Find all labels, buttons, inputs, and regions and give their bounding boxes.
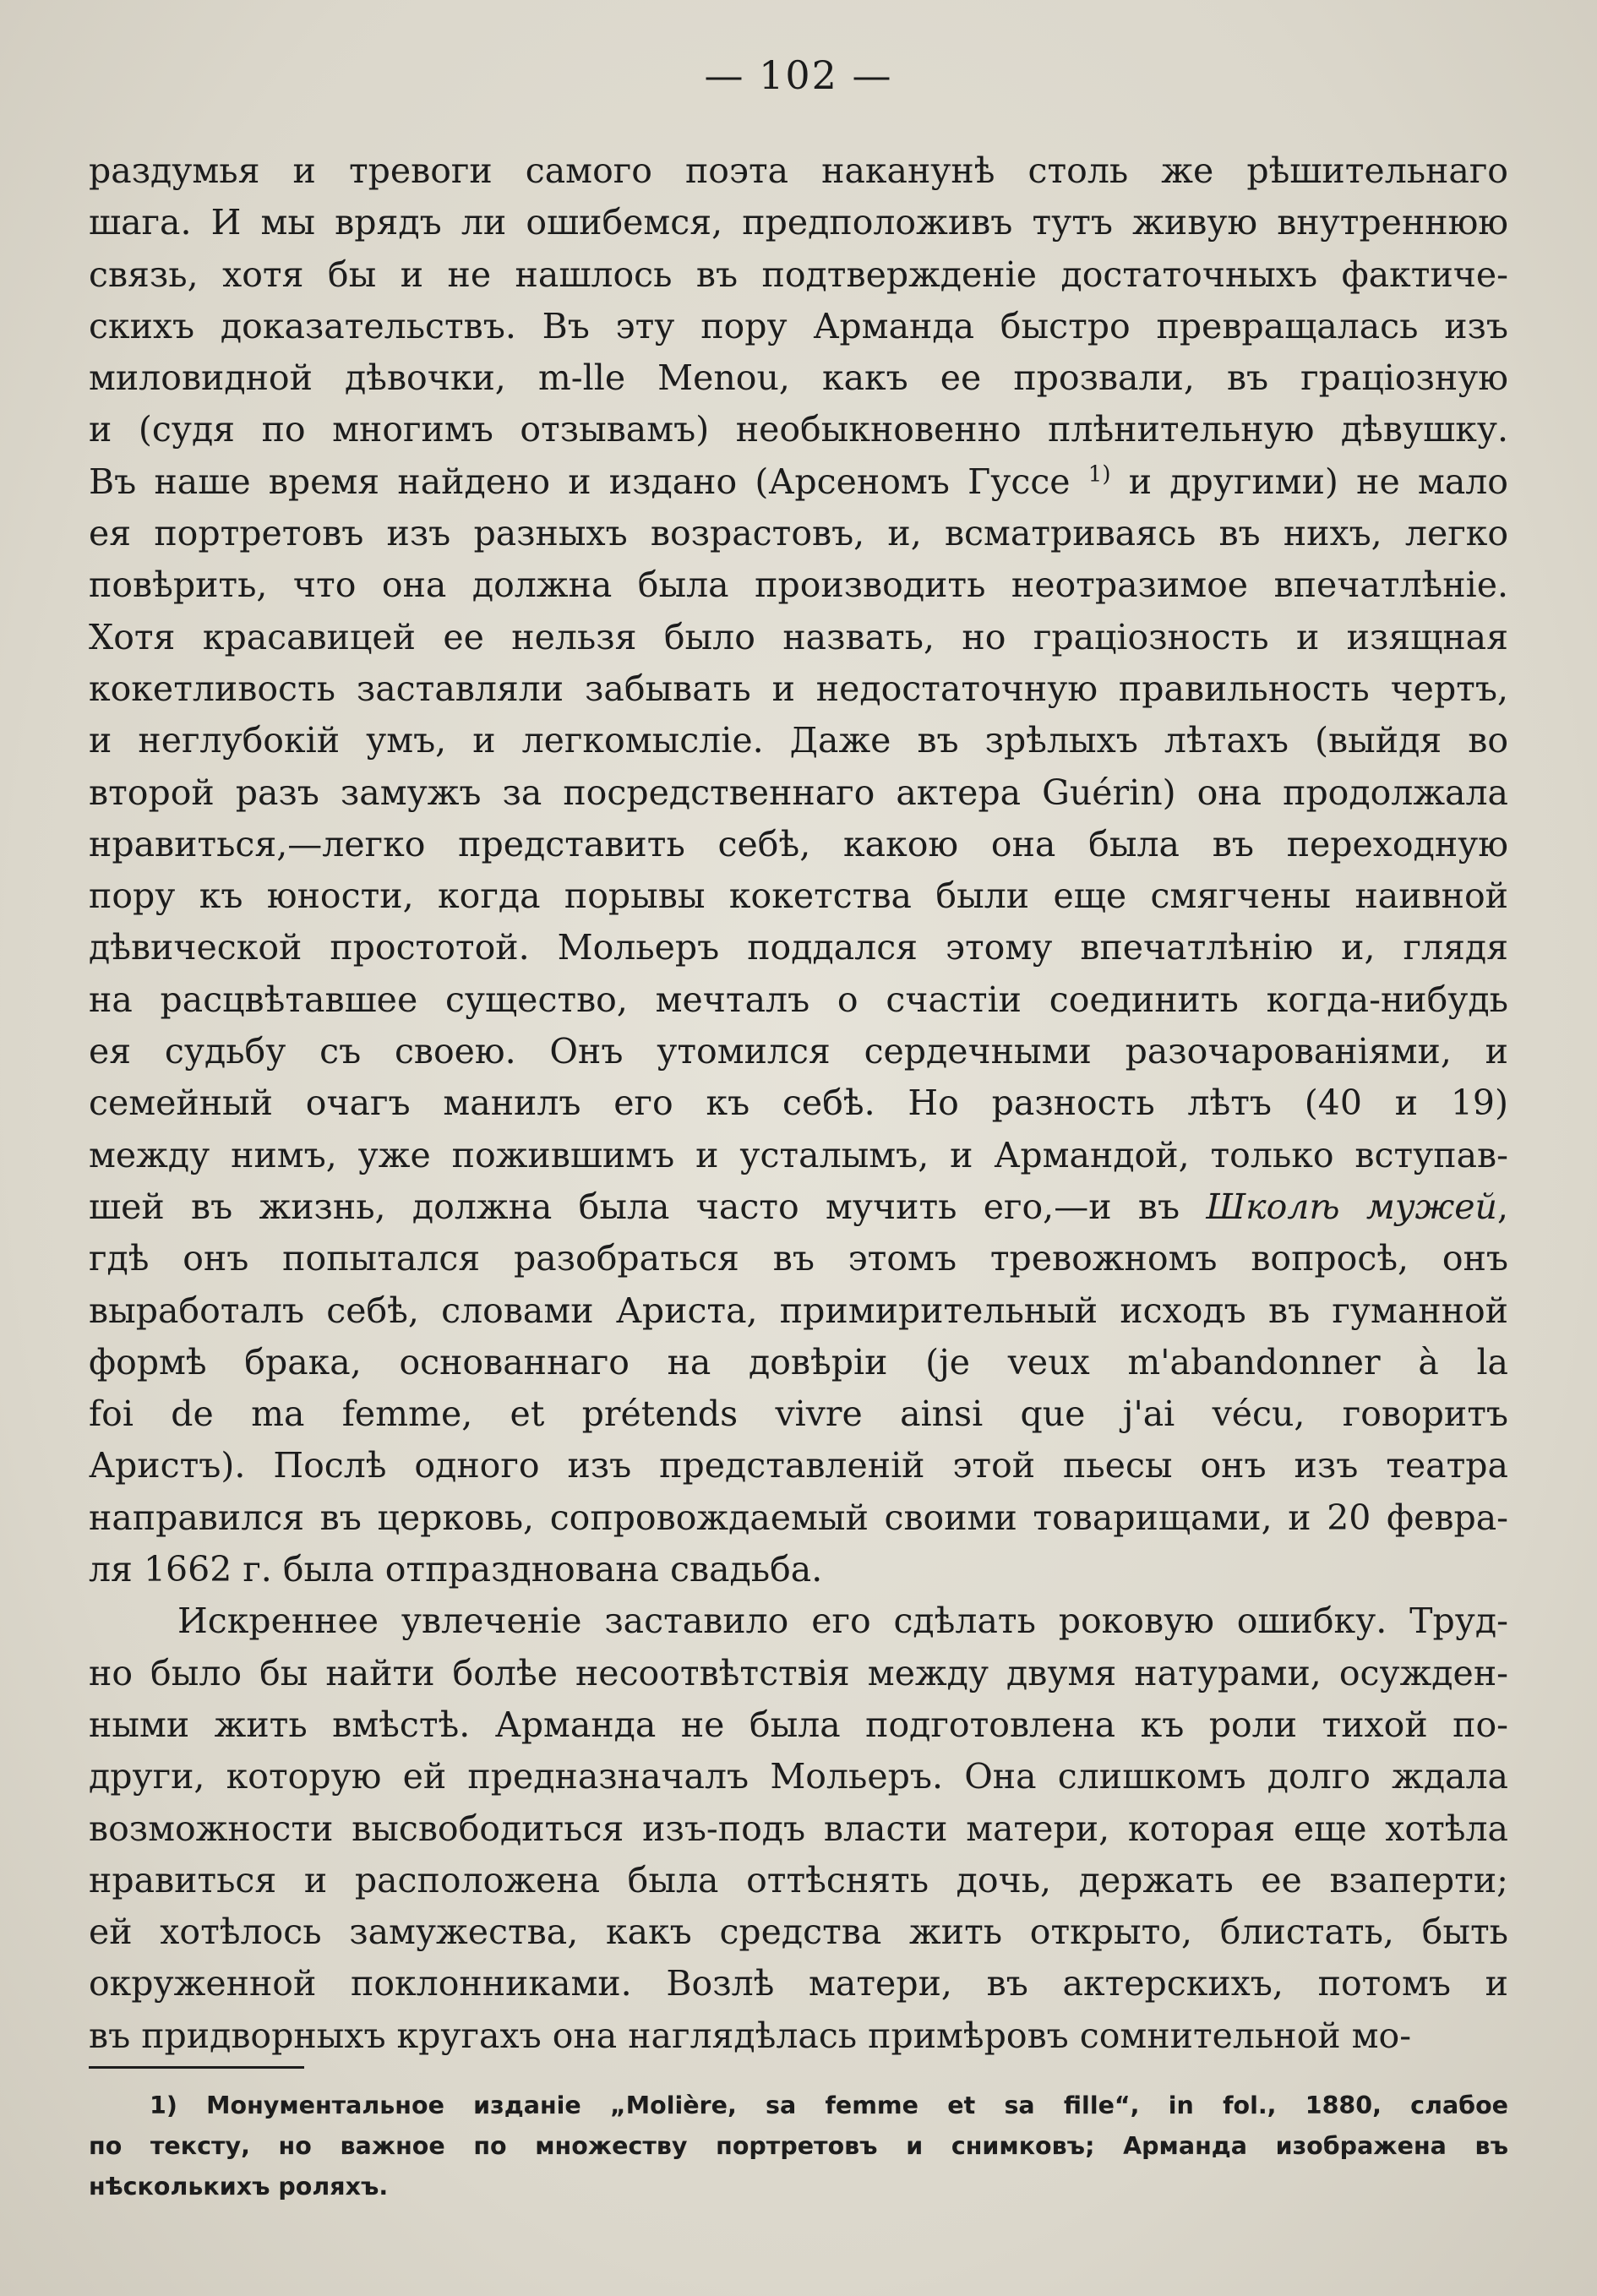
footnote-rule: [89, 2066, 304, 2069]
paragraph-1-line: формѣ брака, основаннаго на довѣріи (je veux m'abandonner à la: [89, 1341, 1508, 1383]
paragraph-2-line: други, которую ей предназначалъ Мольеръ. Она слишкомъ долго ждала: [89, 1756, 1508, 1797]
footnote-line: нѣсколькихъ роляхъ.: [89, 2173, 389, 2201]
main-text: [89, 145, 1508, 2062]
paragraph-1-line: повѣрить, что она должна была производить неотразимое впечатлѣніе.: [89, 564, 1508, 606]
paragraph-1-line: пору къ юности, когда порывы кокетства были еще смягчены наивной: [89, 875, 1508, 917]
paragraph-2-line: Искреннее увлеченіе заставило его сдѣлать роковую ошибку. Труд-: [177, 1601, 1508, 1642]
text-segment: Въ наше время найдено и издано (Арсеномъ Гуссе: [89, 461, 1088, 502]
paragraph-2-line: ными жить вмѣстѣ. Арманда не была подготовлена къ роли тихой по-: [89, 1704, 1508, 1745]
paragraph-1-line: семейный очагъ манилъ его къ себѣ. Но разность лѣтъ (40 и 19): [89, 1083, 1508, 1124]
paragraph-1-line: кокетливость заставляли забывать и недостаточную правильность чертъ,: [89, 668, 1508, 709]
paragraph-1-line: ея судьбу съ своею. Онъ утомился сердечными разочарованіями, и: [89, 1031, 1508, 1072]
paragraph-1-line: foi de ma femme, et prétends vivre ainsi que j'ai vécu, говоритъ: [89, 1393, 1508, 1435]
paragraph-1-line: ея портретовъ изъ разныхъ возрастовъ, и, всматриваясь въ нихъ, легко: [89, 513, 1508, 554]
paragraph-1-line: миловидной дѣвочки, m-lle Menou, какъ ее прозвали, въ граціозную: [89, 357, 1508, 399]
paragraph-2-line: но было бы найти болѣе несоотвѣтствія между двумя натурами, осужден-: [89, 1652, 1508, 1693]
paragraph-1-line: связь, хотя бы и не нашлось въ подтвержденіе достаточныхъ фактиче-: [89, 254, 1508, 295]
footnote-mark: 1): [1087, 461, 1111, 488]
paragraph-2-line: нравиться и расположена была оттѣснять дочь, держать ее взаперти;: [89, 1859, 1508, 1901]
paragraph-1-line: нравиться,—легко представить себѣ, какою она была въ переходную: [89, 823, 1508, 864]
paragraph-1-line: гдѣ онъ попытался разобраться въ этомъ тревожномъ вопросѣ, онъ: [89, 1238, 1508, 1279]
paragraph-1-line: Аристъ). Послѣ одного изъ представленій этой пьесы онъ изъ театра: [89, 1445, 1508, 1486]
paragraph-1-line: между нимъ, уже пожившимъ и усталымъ, и Армандой, только вступав-: [89, 1134, 1508, 1175]
text-segment: и другими) не мало: [1110, 461, 1508, 502]
paragraph-1-line: выработалъ себѣ, словами Ариста, примирительный исходъ въ гуманной: [89, 1290, 1508, 1331]
paragraph-1-line: на расцвѣтавшее существо, мечталъ о счастіи соединить когда-нибудь: [89, 979, 1508, 1020]
paragraph-1-line: [89, 456, 1508, 508]
paragraph-1-line: направился въ церковь, сопровождаемый своими товарищами, и 20 февра-: [89, 1497, 1508, 1538]
paragraph-1-line: раздумья и тревоги самого поэта наканунѣ столь же рѣшительнаго: [89, 150, 1508, 191]
paragraph-1-line: Хотя красавицей ее нельзя было назвать, но граціозность и изящная: [89, 616, 1508, 657]
paragraph-1: [89, 145, 1508, 1595]
text-segment: шей въ жизнь, должна была часто мучить его,—и въ: [89, 1186, 1207, 1227]
page-number: — 102 —: [704, 52, 893, 98]
text-segment: ,: [1496, 1186, 1508, 1227]
paragraph-1-line: и неглубокій умъ, и легкомысліе. Даже въ зрѣлыхъ лѣтахъ (выйдя во: [89, 720, 1508, 761]
footnote-line: по тексту, но важное по множеству портретовъ и снимковъ; Арманда изображена въ: [89, 2132, 1508, 2160]
paragraph-1-line: ля 1662 г. была отпразднована свадьба.: [89, 1549, 823, 1590]
paragraph-2-line: окруженной поклонниками. Возлѣ матери, въ актерскихъ, потомъ и: [89, 1963, 1508, 2004]
paragraph-1-line: [89, 1181, 1508, 1233]
paragraph-1-line: шага. И мы врядъ ли ошибемся, предположивъ тутъ живую внутреннюю: [89, 202, 1508, 243]
paragraph-1-line: и (судя по многимъ отзывамъ) необыкновенно плѣнительную дѣвушку.: [89, 409, 1508, 450]
paragraph-2: [89, 1595, 1508, 2062]
paragraph-2-line: возможности высвободиться изъ-подъ власти матери, которая еще хотѣла: [89, 1808, 1508, 1849]
footnote-line: 1) Монументальное изданіе „Molière, sa femme et sa fille“, in fol., 1880, слабое: [150, 2091, 1508, 2119]
footnote: [89, 2086, 1508, 2207]
paragraph-1-line: второй разъ замужъ за посредственнаго актера Guérin) она продолжала: [89, 772, 1508, 813]
paragraph-2-line: ей хотѣлось замужества, какъ средства жить открыто, блистать, быть: [89, 1912, 1508, 1953]
italic-title: Школѣ мужей: [1206, 1186, 1497, 1227]
paragraph-2-line: въ придворныхъ кругахъ она наглядѣлась примѣровъ сомнительной мо-: [89, 2015, 1412, 2056]
paragraph-1-line: дѣвической простотой. Мольеръ поддался этому впечатлѣнію и, глядя: [89, 927, 1508, 968]
paragraph-1-line: скихъ доказательствъ. Въ эту пору Арманда быстро превращалась изъ: [89, 305, 1508, 346]
